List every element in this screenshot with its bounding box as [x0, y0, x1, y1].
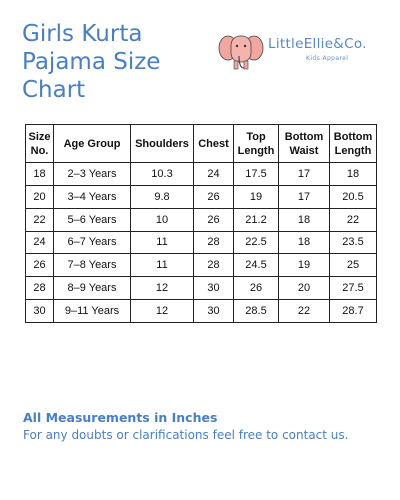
table-cell: 18 — [330, 163, 377, 186]
table-body — [26, 163, 377, 323]
column-header-line: Waist — [289, 144, 319, 157]
table-row — [26, 185, 377, 208]
table-cell: 19 — [279, 254, 330, 277]
table-cell: 24 — [194, 163, 234, 186]
title-line-1: Girls Kurta — [22, 21, 143, 47]
column-header-line: Age Group — [63, 137, 121, 150]
table-cell: 19 — [234, 185, 279, 208]
title-line-3: Chart — [22, 77, 86, 103]
table-cell: 5–6 Years — [54, 208, 131, 231]
table-cell: 17.5 — [234, 163, 279, 186]
table-cell: 25 — [330, 254, 377, 277]
column-header-line: Length — [334, 144, 372, 157]
table-cell: 23.5 — [330, 231, 377, 254]
table-cell: 12 — [131, 300, 194, 323]
table-cell: 17 — [279, 163, 330, 186]
column-header — [26, 125, 54, 163]
table-cell: 18 — [26, 163, 54, 186]
brand-logo-block — [218, 30, 388, 74]
footer-notes — [23, 410, 348, 442]
table-cell: 22 — [279, 300, 330, 323]
table-cell: 18 — [279, 208, 330, 231]
table-cell: 11 — [131, 254, 194, 277]
measurement-unit-note: All Measurements in Inches — [23, 410, 218, 425]
table-cell: 8–9 Years — [54, 277, 131, 300]
table-cell: 28 — [194, 254, 234, 277]
size-chart-table — [25, 124, 377, 323]
table-cell: 10.3 — [131, 163, 194, 186]
table-cell: 26 — [194, 208, 234, 231]
table-cell: 10 — [131, 208, 194, 231]
table-cell: 22.5 — [234, 231, 279, 254]
column-header — [279, 125, 330, 163]
column-header-line: Bottom — [333, 130, 373, 143]
table-cell: 20 — [279, 277, 330, 300]
table-row — [26, 163, 377, 186]
column-header — [131, 125, 194, 163]
table-cell: 22 — [330, 208, 377, 231]
table-cell: 11 — [131, 231, 194, 254]
table-cell: 24.5 — [234, 254, 279, 277]
table-cell: 6–7 Years — [54, 231, 131, 254]
elephant-icon — [218, 30, 264, 74]
column-header — [330, 125, 377, 163]
table-cell: 12 — [131, 277, 194, 300]
brand-tagline: Kids Apparel — [306, 55, 349, 62]
table-cell: 30 — [194, 300, 234, 323]
header-row — [26, 125, 377, 163]
table-cell: 20.5 — [330, 185, 377, 208]
table-cell: 28.5 — [234, 300, 279, 323]
table-cell: 28 — [26, 277, 54, 300]
page-title — [22, 20, 212, 104]
column-header-line: Top — [246, 130, 266, 143]
table-cell: 9.8 — [131, 185, 194, 208]
column-header-line: Length — [237, 144, 275, 157]
table-cell: 21.2 — [234, 208, 279, 231]
column-header-line: Bottom — [284, 130, 324, 143]
table-row — [26, 254, 377, 277]
table-cell: 2–3 Years — [54, 163, 131, 186]
table-cell: 28.7 — [330, 300, 377, 323]
brand-name: LittleEllie&Co. — [268, 36, 367, 52]
table-cell: 9–11 Years — [54, 300, 131, 323]
table-cell: 28 — [194, 231, 234, 254]
table-cell: 3–4 Years — [54, 185, 131, 208]
table-cell: 27.5 — [330, 277, 377, 300]
table-cell: 30 — [26, 300, 54, 323]
table-cell: 26 — [234, 277, 279, 300]
table-cell: 22 — [26, 208, 54, 231]
table-row — [26, 277, 377, 300]
column-header-line: No. — [30, 144, 49, 157]
table-cell: 30 — [194, 277, 234, 300]
table-cell: 7–8 Years — [54, 254, 131, 277]
table-header — [26, 125, 377, 163]
table-cell: 26 — [194, 185, 234, 208]
column-header — [194, 125, 234, 163]
column-header — [234, 125, 279, 163]
table-row — [26, 300, 377, 323]
table-cell: 17 — [279, 185, 330, 208]
column-header-line: Size — [28, 130, 51, 143]
table-cell: 20 — [26, 185, 54, 208]
table-row — [26, 231, 377, 254]
column-header-line: Chest — [198, 137, 229, 150]
table-cell: 18 — [279, 231, 330, 254]
title-line-2: Pajama Size — [22, 49, 161, 75]
table-cell: 24 — [26, 231, 54, 254]
table-cell: 26 — [26, 254, 54, 277]
contact-note: For any doubts or clarifications feel free to contact us. — [23, 428, 349, 442]
table-row — [26, 208, 377, 231]
column-header-line: Shoulders — [135, 137, 189, 150]
column-header — [54, 125, 131, 163]
